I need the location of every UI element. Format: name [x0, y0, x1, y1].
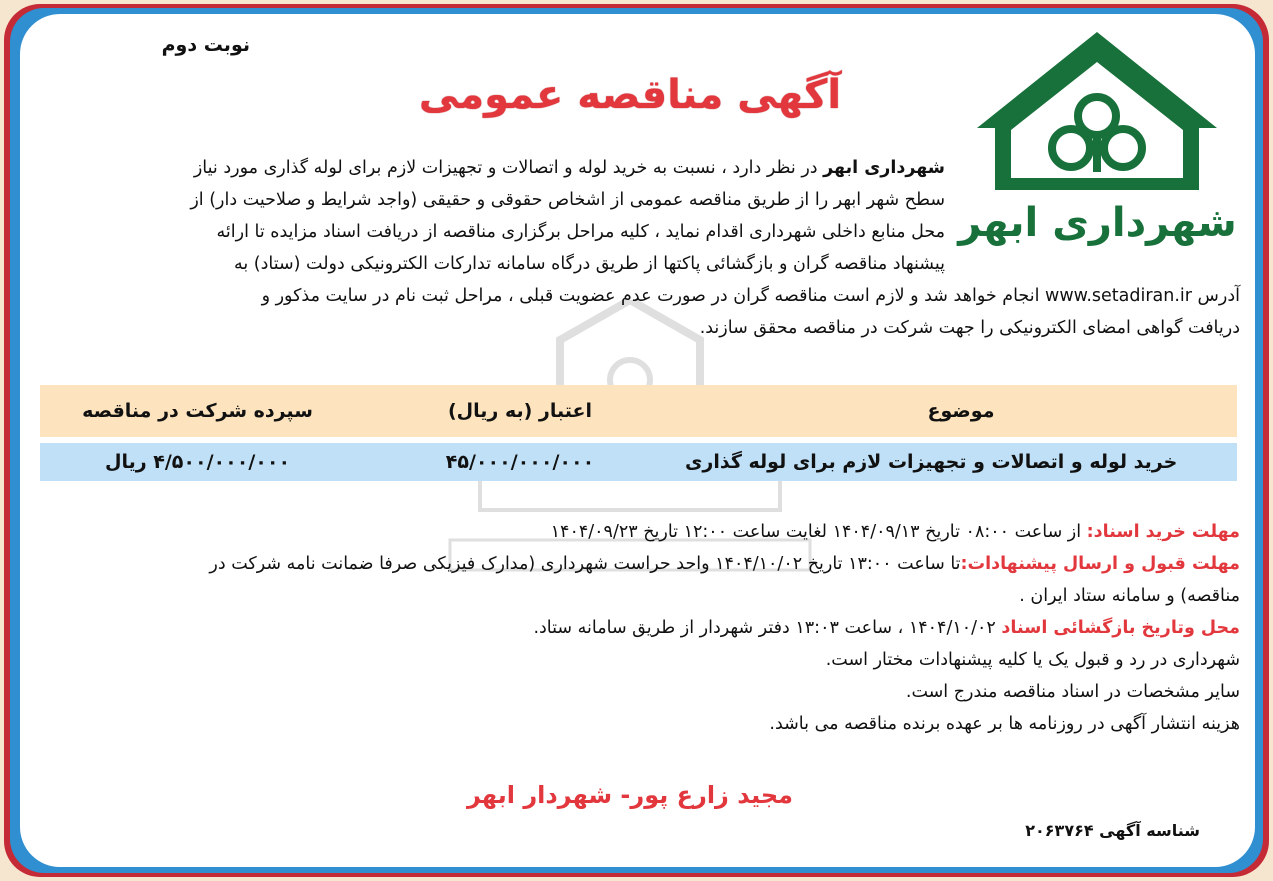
- purchase-label: مهلت خرید اسناد:: [1086, 522, 1240, 542]
- purchase-deadline: [40, 516, 1240, 548]
- note-specs: سایر مشخصات در اسناد مناقصه مندرج است.: [905, 682, 1240, 702]
- logo-caption: شهرداری ابهر: [958, 200, 1237, 246]
- tender-table: [40, 385, 1237, 481]
- submit-deadline: [40, 548, 1240, 580]
- turn-label: نوبت دوم: [161, 34, 250, 56]
- row-deposit: ۴/۵۰۰/۰۰۰/۰۰۰ ریال: [104, 451, 291, 473]
- header-credit: اعتبار (به ریال): [447, 400, 593, 422]
- intro-line-4: پیشنهاد مناقصه گران و بازگشائی پاکتها از طریق درگاه سامانه تدارکات الکترونیکی دولت (ستاد) به: [233, 254, 945, 274]
- intro-org: شهرداری ابهر: [823, 158, 945, 178]
- intro-line-6: دریافت گواهی امضای الکترونیکی را جهت شرکت در مناقصه محقق سازند.: [699, 318, 1240, 338]
- row-credit: ۴۵/۰۰۰/۰۰۰/۰۰۰: [445, 451, 595, 473]
- purchase-text: از ساعت ۰۸:۰۰ تاریخ ۱۴۰۴/۰۹/۱۳ لغایت ساعت ۱۲:۰۰ تاریخ ۱۴۰۴/۰۹/۲۳: [550, 522, 1087, 542]
- row-subject: خرید لوله و اتصالات و تجهیزات لازم برای لوله گذاری: [685, 451, 1178, 473]
- mayor-signature: مجید زارع پور- شهردار ابهر: [466, 781, 794, 809]
- ad-id: شناسه آگهی ۲۰۶۳۷۶۴: [1025, 821, 1200, 840]
- submit-text: تا ساعت ۱۳:۰۰ تاریخ ۱۴۰۴/۱۰/۰۲ واحد حراست شهرداری (مدارک فیزیکی صرفا ضمانت نامه شرکت در: [209, 554, 961, 574]
- intro-paragraph: [40, 152, 1240, 344]
- intro-line-2: سطح شهر ابهر را از طریق مناقصه عمومی از اشخاص حقوقی و حقیقی (واجد شرایط و صلاحیت دار) از: [190, 190, 945, 210]
- intro-line-5: آدرس www.setadiran.ir انجام خواهد شد و لازم است مناقصه گران در صورت عدم عضویت قبلی ، مراحل ثبت نام در سایت مذکور و: [261, 286, 1240, 306]
- table-header-row: [40, 385, 1237, 437]
- table-row: [40, 443, 1237, 481]
- submit-text-cont: مناقصه) و سامانه ستاد ایران .: [1019, 586, 1240, 606]
- opening-label: محل وتاریخ بازگشائی اسناد: [1001, 618, 1240, 638]
- opening-info: [40, 612, 1240, 644]
- note-publication-cost: هزینه انتشار آگهی در روزنامه ها بر عهده برنده مناقصه می باشد.: [769, 714, 1240, 734]
- page-title: آگهی مناقصه عمومی: [418, 72, 842, 118]
- header-subject: موضوع: [927, 400, 995, 422]
- note-reject-accept: شهرداری در رد و قبول یک یا کلیه پیشنهادات مختار است.: [825, 650, 1240, 670]
- intro-line-1-text: در نظر دارد ، نسبت به خرید لوله و اتصالات و تجهیزات لازم برای لوله گذاری مورد نیاز: [193, 158, 824, 178]
- header-deposit: سپرده شرکت در مناقصه: [82, 400, 313, 422]
- submit-label: مهلت قبول و ارسال پیشنهادات:: [960, 554, 1240, 574]
- intro-line-1: [40, 152, 945, 184]
- opening-text: ۱۴۰۴/۱۰/۰۲ ، ساعت ۱۳:۰۳ دفتر شهردار از طریق سامانه ستاد.: [533, 618, 1002, 638]
- details-block: [40, 516, 1240, 740]
- intro-line-3: محل منابع داخلی شهرداری اقدام نماید ، کلیه مراحل برگزاری مناقصه از دریافت اسناد مزایده تا ارائه: [216, 222, 945, 242]
